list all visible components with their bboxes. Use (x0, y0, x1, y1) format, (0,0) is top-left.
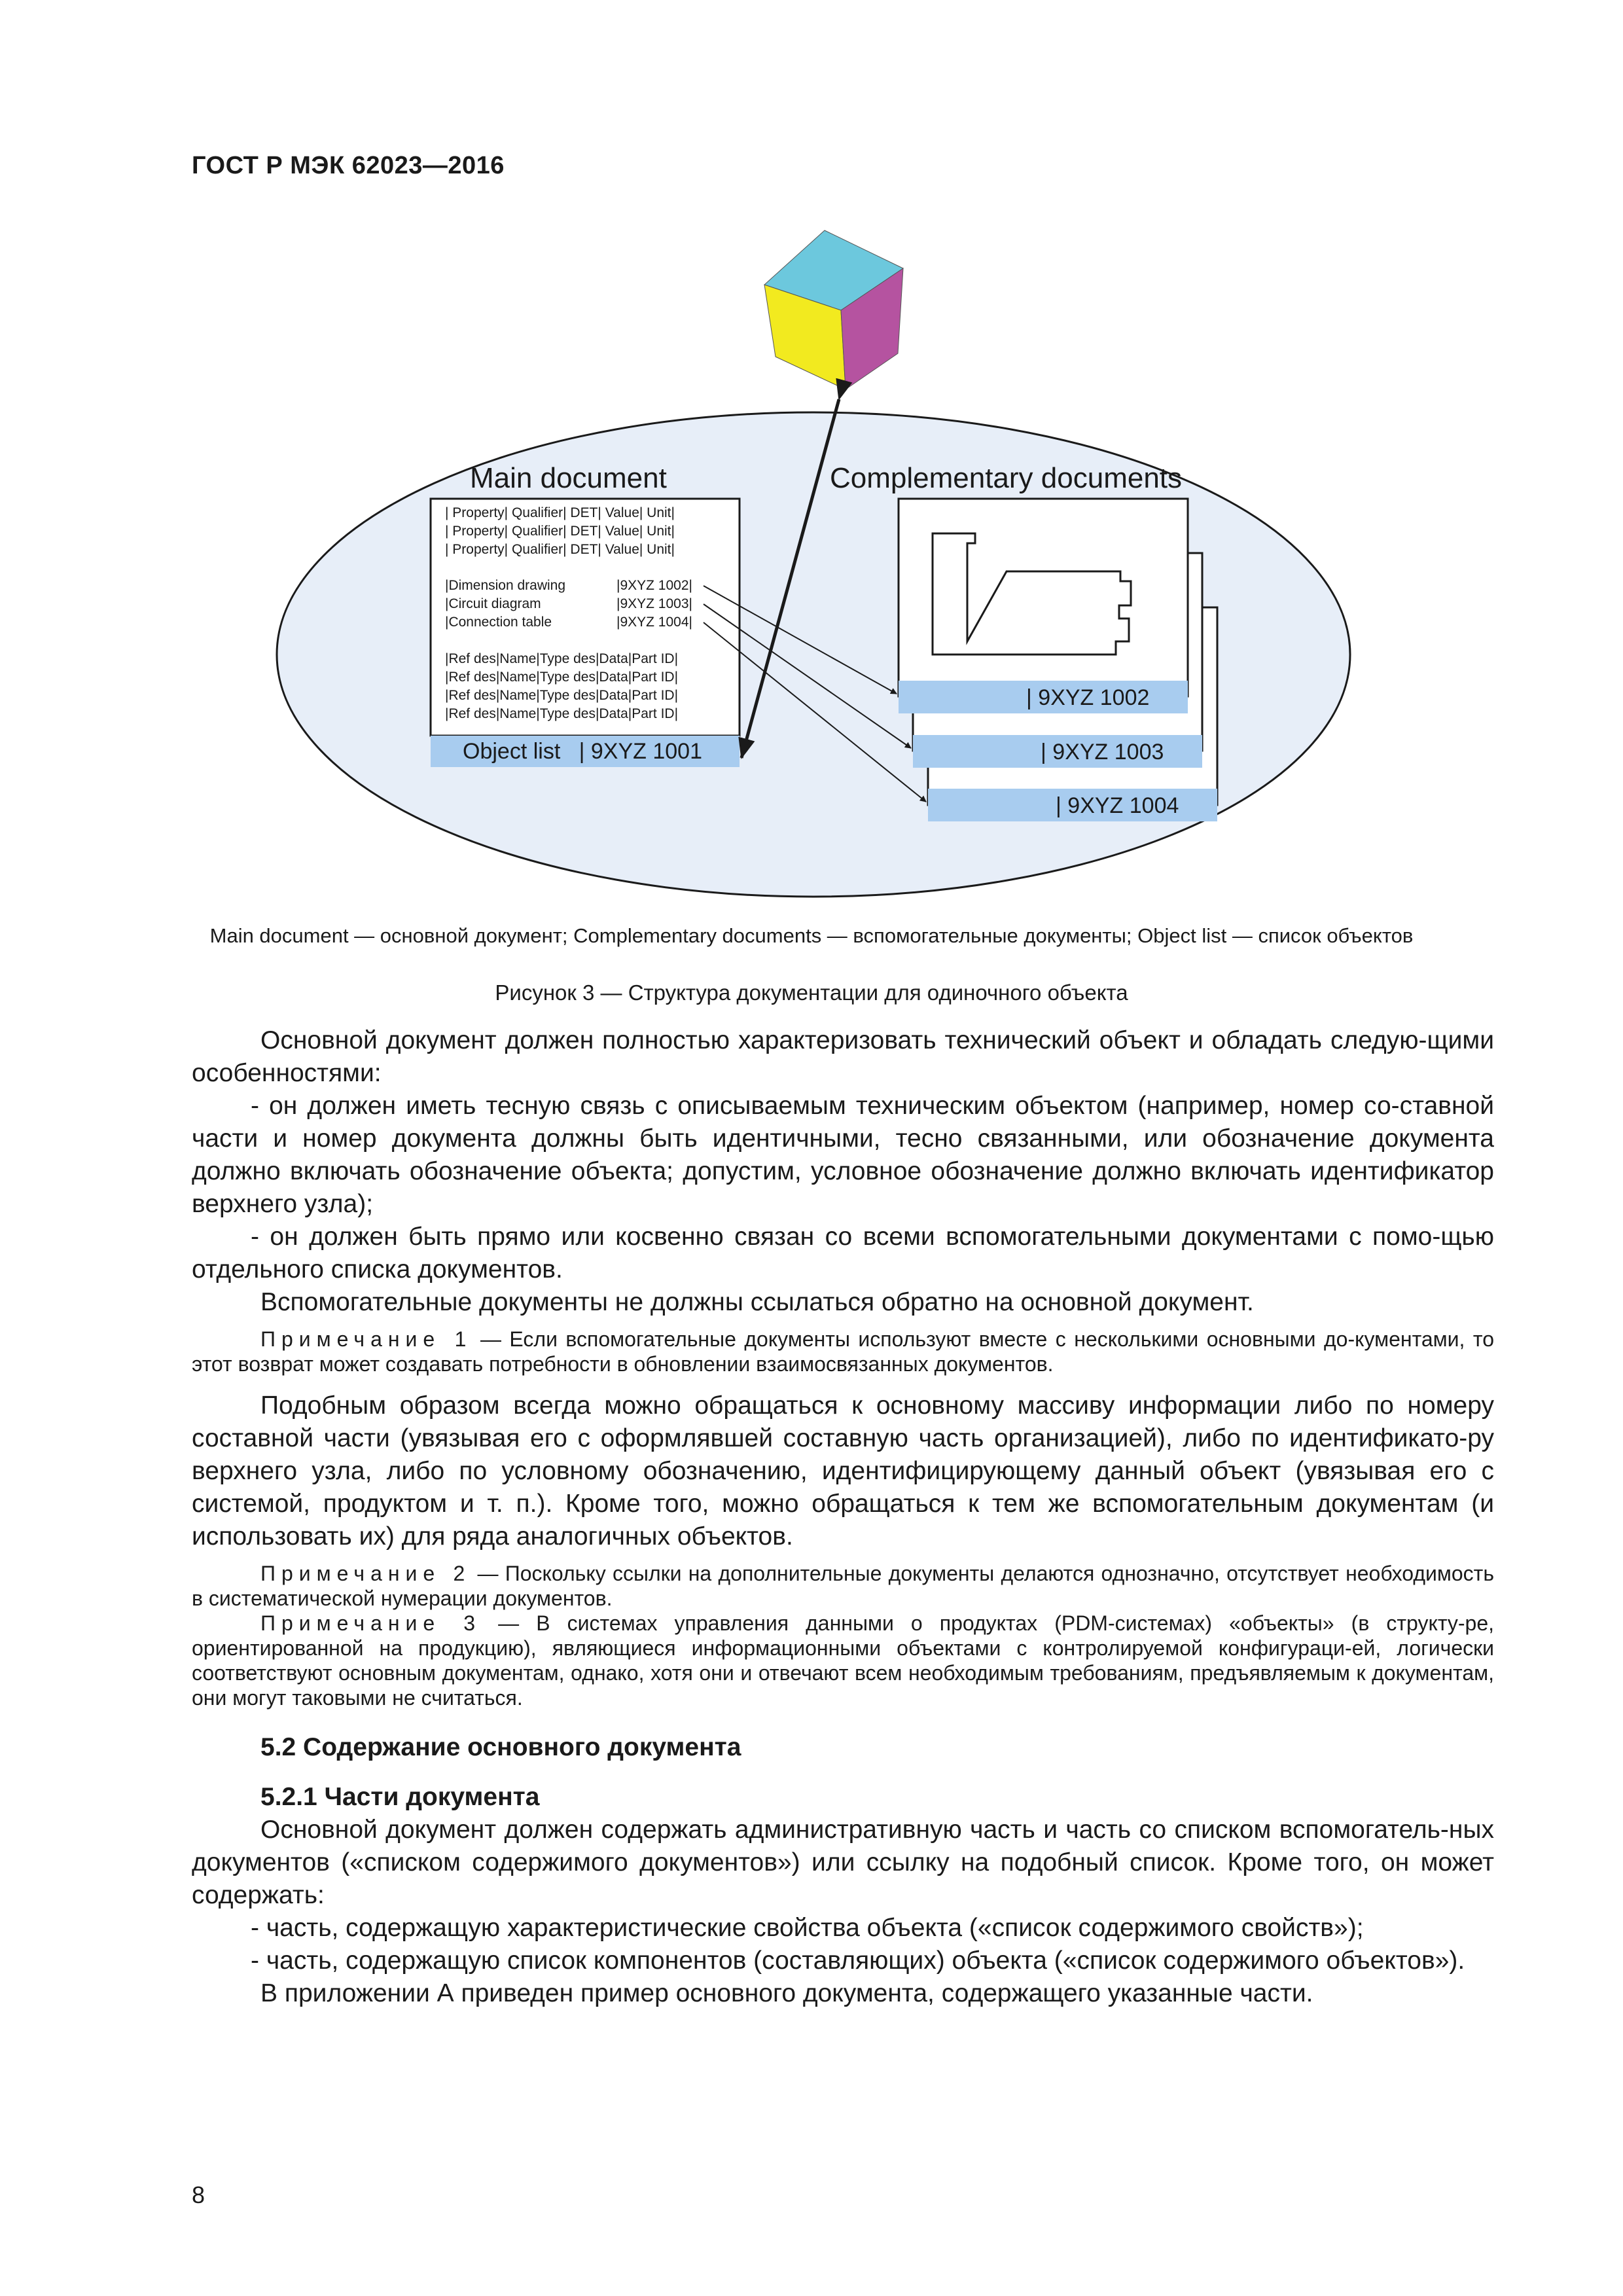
property-row: | Property| Qualifier| DET| Value| Unit| (445, 542, 675, 557)
doc-ref-code: |9XYZ 1003| (616, 596, 692, 611)
note-2: Примечание 2 — Поскольку ссылки на дополнительные документы делаются однозначно, отсутствует необходимость в систематической нумерации документов. (192, 1562, 1495, 1610)
section-heading: 5.2 Содержание основного документа (260, 1733, 741, 1761)
comp-label-1004: | 9XYZ 1004 (1056, 793, 1179, 818)
standard-header: ГОСТ Р МЭК 62023—2016 (192, 152, 505, 179)
list-item: - часть, содержащую список компонентов (составляющих) объекта («список содержимого объектов»). (251, 1946, 1465, 1975)
note-3: Примечание 3 — В системах управления данными о продуктах (PDM-системах) «объекты» (в структу-ре, ориентированной на продукцию), являющиеся информационными объектами с контролируемой конфигураци-ей, логически соответствуют основным документам, однако, хотя они и отвечают всем необходимым требованиям, предъявляемым к документам, они могут таковыми не считаться. (192, 1611, 1494, 1710)
paragraph: Вспомогательные документы не должны ссылаться обратно на основной документ. (260, 1288, 1254, 1316)
body-text (192, 1024, 1494, 2010)
ref-des-row: |Ref des|Name|Type des|Data|Part ID| (445, 706, 679, 721)
list-item: - часть, содержащую характеристические свойства объекта («список содержимого свойств»); (251, 1914, 1364, 1942)
object-list-label: Object list | 9XYZ 1001 (463, 739, 702, 764)
doc-ref-name: |Dimension drawing (445, 578, 566, 593)
main-document-title: Main document (470, 462, 667, 494)
paragraph: Основной документ должен содержать административную часть и часть со списком вспомогатель-ных документов («списком содержимого документов») или ссылку на подобный список. Кроме того, он может содержать: (192, 1816, 1494, 1909)
list-item: - он должен иметь тесную связь с описываемым техническим объектом (например, номер со-ставной части и номер документа должны быть идентичными, тесно связанными, или обозначение документа должно включать обозначение объекта; допустим, условное обозначение должно включать идентификатор верхнего узла); (192, 1092, 1494, 1218)
subsection-heading: 5.2.1 Части документа (260, 1783, 540, 1811)
complementary-documents-title: Complementary documents (830, 462, 1183, 494)
paragraph: Основной документ должен полностью характеризовать технический объект и обладать следую-щими особенностями: (192, 1026, 1494, 1087)
doc-ref-name: |Circuit diagram (445, 596, 541, 611)
doc-ref-code: |9XYZ 1002| (616, 578, 692, 593)
property-row: | Property| Qualifier| DET| Value| Unit| (445, 505, 675, 520)
comp-label-1003: | 9XYZ 1003 (1041, 740, 1164, 764)
figure-caption: Рисунок 3 — Структура документации для одиночного объекта (495, 980, 1128, 1005)
ref-des-row: |Ref des|Name|Type des|Data|Part ID| (445, 651, 679, 666)
comp-label-1002: | 9XYZ 1002 (1026, 685, 1150, 710)
ref-des-row: |Ref des|Name|Type des|Data|Part ID| (445, 688, 679, 703)
documentation-structure-figure (0, 0, 1623, 916)
object-cube-icon (764, 230, 903, 389)
ref-des-row: |Ref des|Name|Type des|Data|Part ID| (445, 670, 679, 685)
page-number: 8 (192, 2181, 205, 2208)
paragraph: Подобным образом всегда можно обращаться к основному массиву информации либо по номеру составной части (увязывая его с оформлявшей составную часть организацией), либо по идентификато-ру верхнего узла, либо по условному обозначению, идентифицирующему данный объект (увязывая его с системой, продуктом и т. п.). Кроме того, можно обращаться к тем же вспомогательным документам (и использовать их) для ряда аналогичных объектов. (192, 1391, 1494, 1551)
property-row: | Property| Qualifier| DET| Value| Unit| (445, 524, 675, 539)
complementary-sheet-1 (899, 499, 1188, 696)
doc-ref-code: |9XYZ 1004| (616, 615, 692, 630)
list-item: - он должен быть прямо или косвенно связан со всеми вспомогательными документами с помо-щью отдельного списка документов. (192, 1223, 1494, 1283)
paragraph: В приложении А приведен пример основного документа, содержащего указанные части. (260, 1979, 1313, 2007)
figure-legend: Main document — основной документ; Complementary documents — вспомогательные документы; Object list — список объектов (209, 924, 1414, 947)
note-1: Примечание 1 — Если вспомогательные документы используют вместе с несколькими основными до-кументами, то этот возврат может создавать потребности в обновлении взаимосвязанных документов. (192, 1327, 1495, 1376)
doc-ref-name: |Connection table (445, 615, 552, 630)
